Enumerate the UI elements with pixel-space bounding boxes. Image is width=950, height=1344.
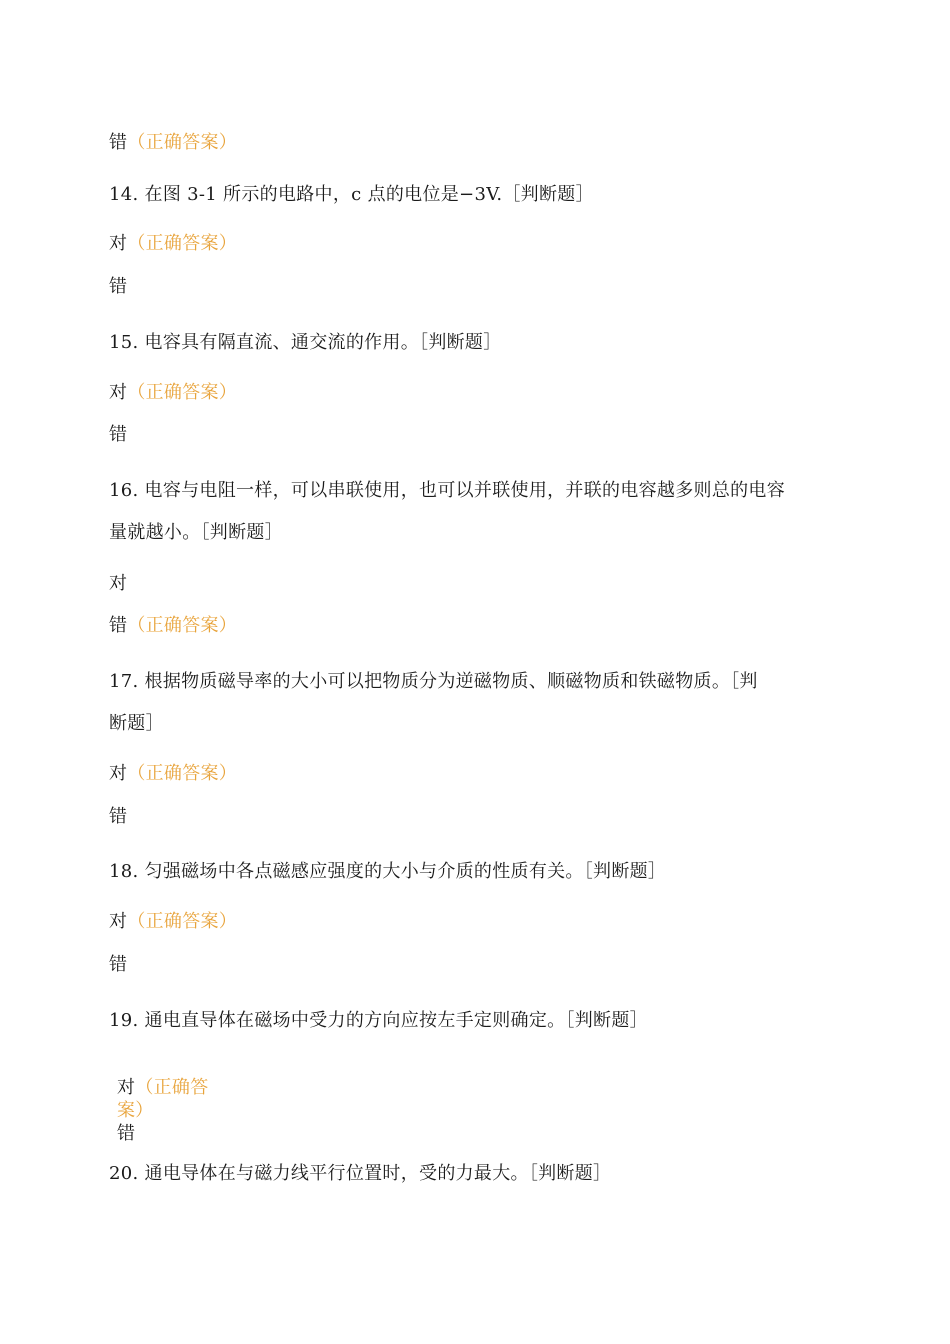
q17-option-true[interactable] — [109, 762, 237, 786]
option-label: 错 — [109, 276, 128, 297]
question-text: 通电直导体在磁场中受力的方向应按左手定则确定。［判断题］ — [144, 1010, 648, 1031]
option-label: 对 — [109, 573, 128, 594]
q14-option-false[interactable] — [109, 275, 127, 299]
question-number: 20. — [109, 1163, 139, 1184]
q16-option-true[interactable] — [109, 572, 127, 596]
correct-answer-mark: （正确答 — [135, 1077, 209, 1098]
option-label: 对 — [109, 382, 128, 403]
option-label: 错 — [109, 806, 128, 827]
question-text-line2: 量就越小。［判断题］ — [109, 522, 283, 543]
question-text: 在图 3-1 所示的电路中，c 点的电位是−3V.［判断题］ — [144, 184, 594, 205]
question-number: 14. — [109, 184, 139, 205]
option-label: 错 — [117, 1123, 136, 1144]
correct-answer-mark: （正确答案） — [127, 233, 238, 254]
question-text: 匀强磁场中各点磁感应强度的大小与介质的性质有关。［判断题］ — [144, 861, 667, 882]
q17-question-line2 — [109, 712, 164, 736]
correct-answer-mark: （正确答案） — [127, 382, 238, 403]
question-text-line2: 断题］ — [109, 713, 164, 734]
question-text: 通电导体在与磁力线平行位置时，受的力最大。［判断题］ — [144, 1163, 612, 1184]
question-number: 18. — [109, 861, 139, 882]
correct-answer-mark-cont: 案） — [117, 1100, 154, 1121]
q16-question — [109, 479, 785, 503]
option-label: 错 — [109, 132, 128, 153]
q15-option-true[interactable] — [109, 381, 237, 405]
option-label: 对 — [109, 763, 128, 784]
option-label: 对 — [109, 911, 128, 932]
question-text-line1: 电容与电阻一样，可以串联使用，也可以并联使用，并联的电容越多则总的电容 — [144, 480, 786, 501]
option-label: 错 — [109, 424, 128, 445]
q14-question — [109, 183, 594, 207]
q15-question — [109, 331, 502, 355]
q15-option-false[interactable] — [109, 423, 127, 447]
question-text: 电容具有隔直流、通交流的作用。［判断题］ — [144, 332, 502, 353]
q17-question — [109, 670, 758, 694]
q18-question — [109, 860, 666, 884]
q20-question — [109, 1162, 611, 1186]
question-number: 15. — [109, 332, 139, 353]
q16-question-line2 — [109, 521, 283, 545]
correct-answer-mark: （正确答案） — [127, 615, 238, 636]
option-label: 对 — [109, 233, 128, 254]
q18-option-true[interactable] — [109, 910, 237, 934]
question-number: 19. — [109, 1010, 139, 1031]
q16-option-false[interactable] — [109, 614, 237, 638]
q17-option-false[interactable] — [109, 805, 127, 829]
q18-option-false[interactable] — [109, 953, 127, 977]
option-label: 错 — [109, 615, 128, 636]
q19-option-true[interactable] — [117, 1076, 227, 1122]
question-text-line1: 根据物质磁导率的大小可以把物质分为逆磁物质、顺磁物质和铁磁物质。［判 — [144, 671, 758, 692]
q19-question — [109, 1009, 648, 1033]
correct-answer-mark: （正确答案） — [127, 763, 238, 784]
question-number: 17. — [109, 671, 139, 692]
q19-option-false[interactable] — [117, 1122, 227, 1145]
q14-option-true[interactable] — [109, 232, 237, 256]
option-label: 错 — [109, 954, 128, 975]
q13-option-false[interactable] — [109, 131, 237, 155]
question-number: 16. — [109, 480, 139, 501]
correct-answer-mark: （正确答案） — [127, 911, 238, 932]
correct-answer-mark: （正确答案） — [127, 132, 238, 153]
option-label: 对 — [117, 1077, 136, 1098]
